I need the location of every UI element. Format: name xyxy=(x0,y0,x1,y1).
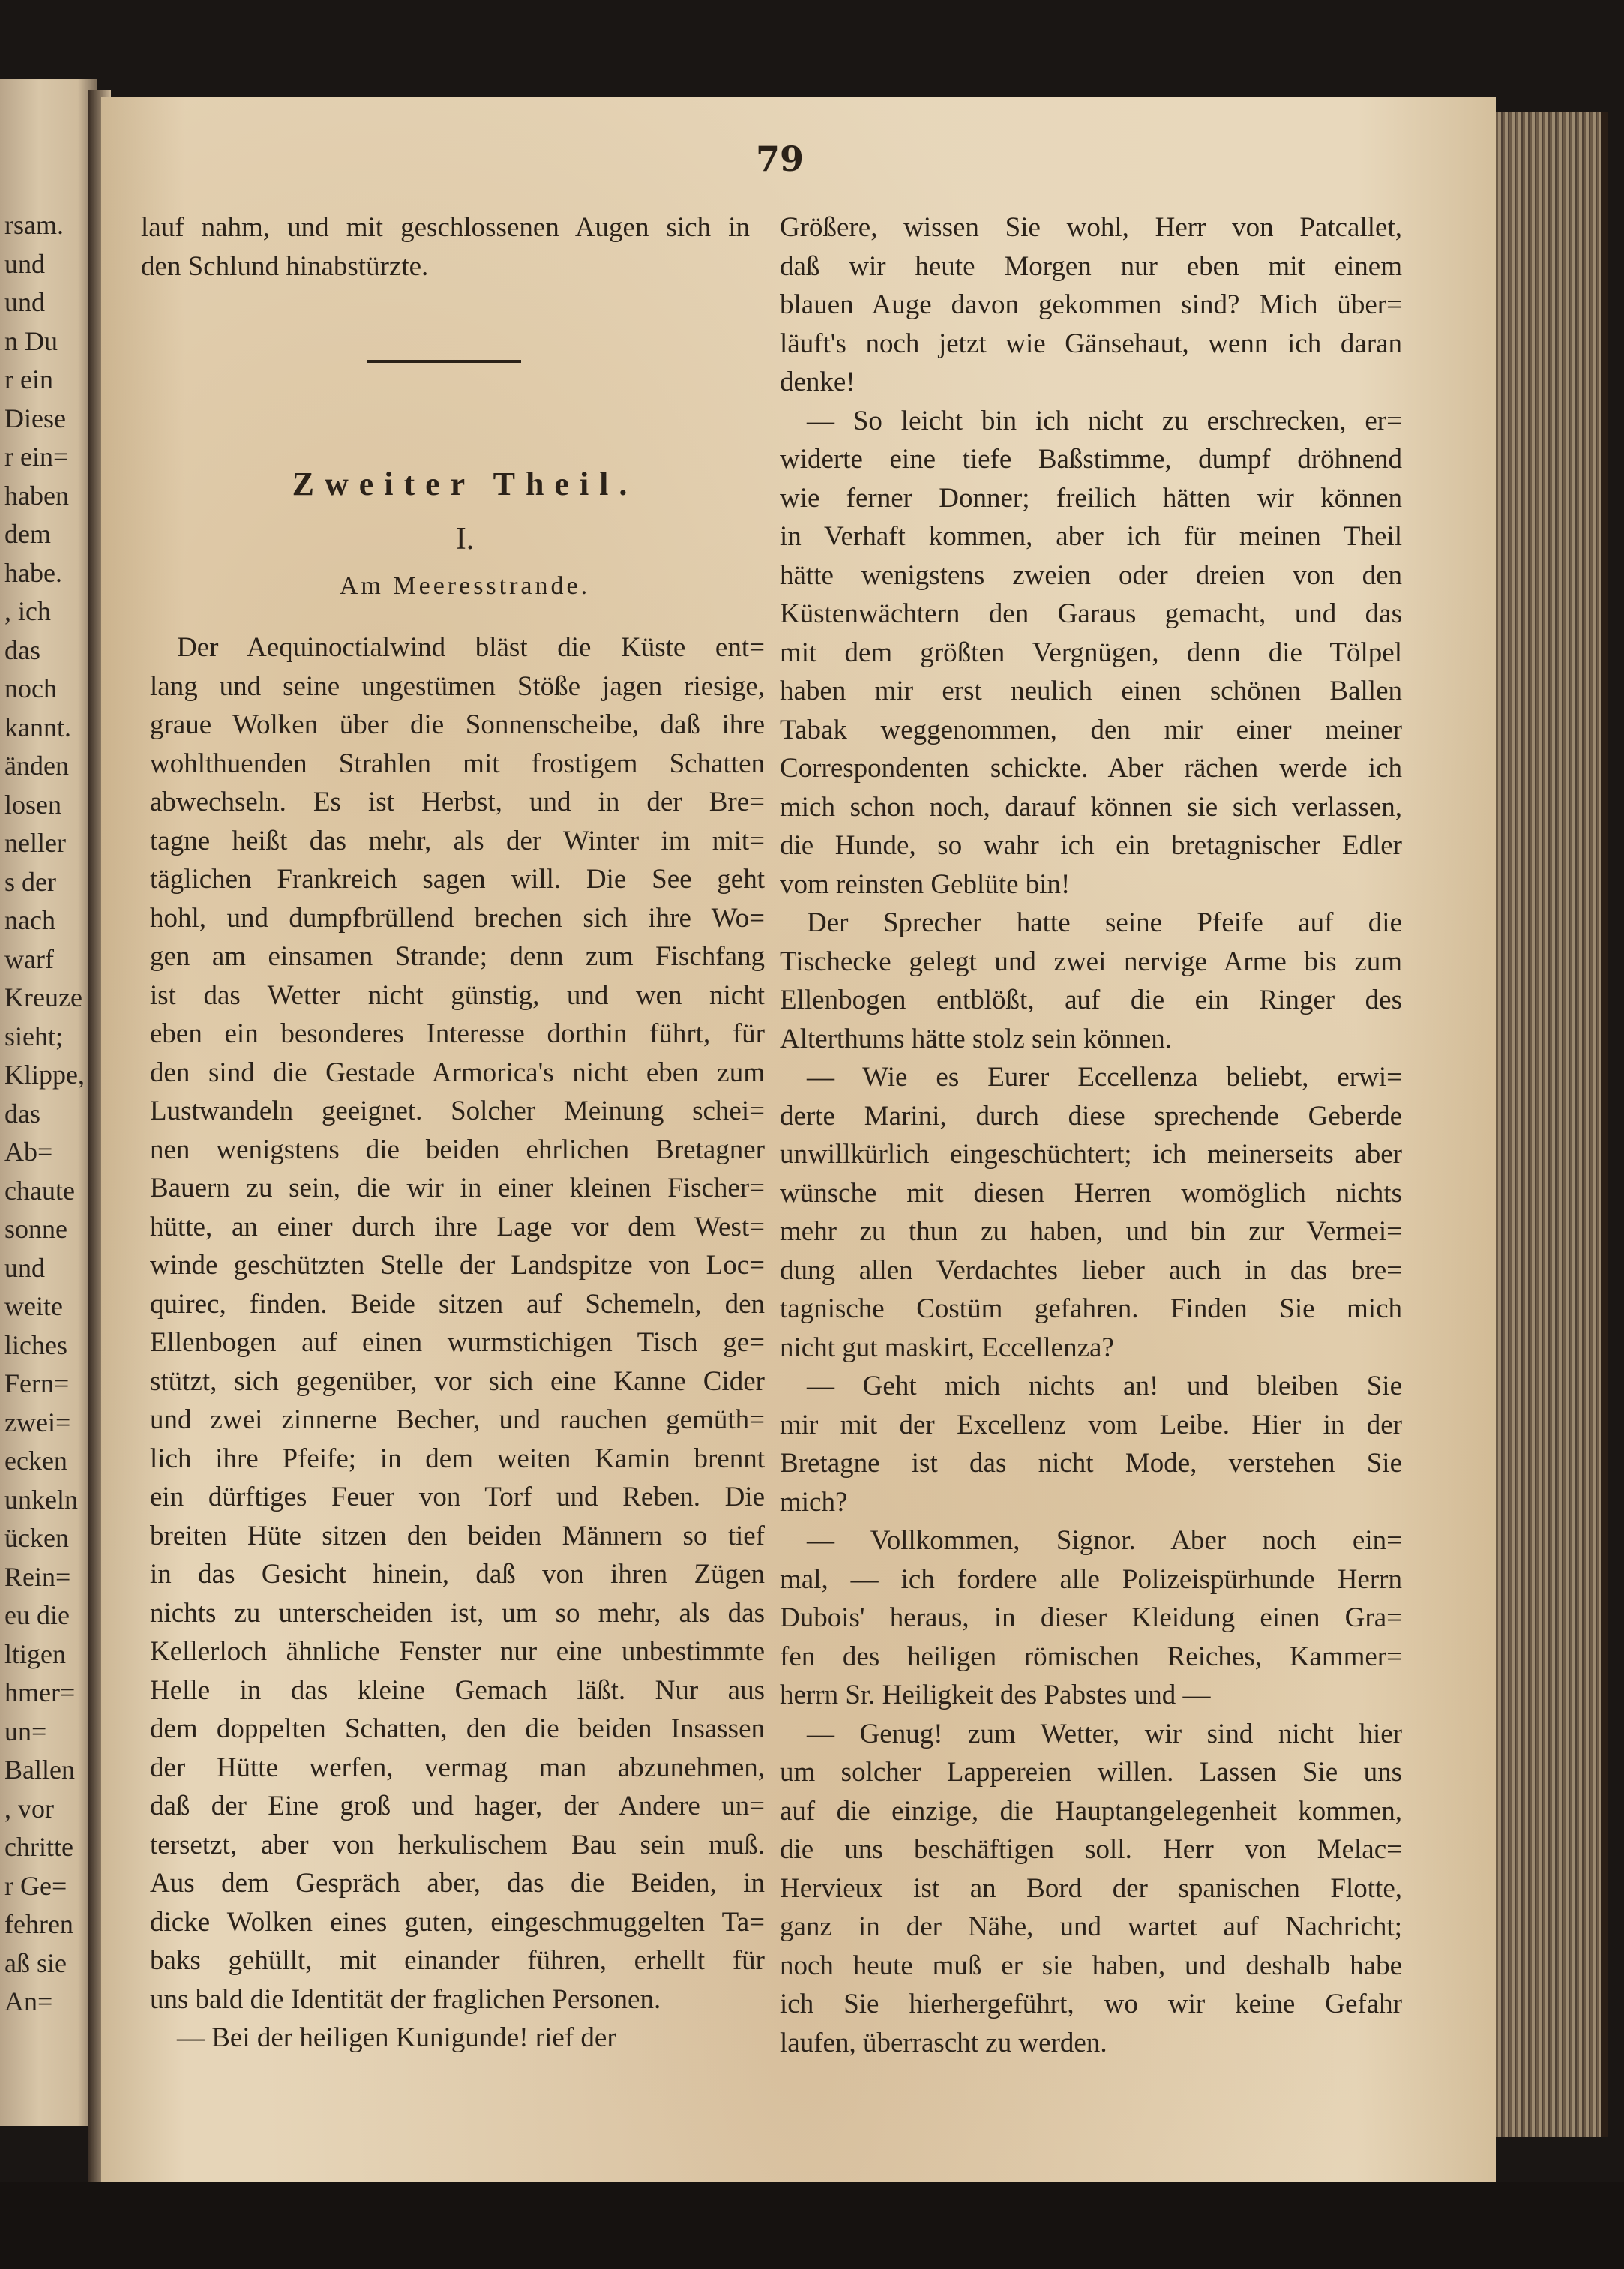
page-edges xyxy=(1496,112,1608,2137)
right-column-body xyxy=(780,208,1402,2062)
text-line: nicht gut maskirt, Eccellenza? xyxy=(780,1332,1114,1363)
text-line: und zwei zinnerne Becher, und rauchen gemüth= xyxy=(150,1404,765,1435)
facing-page-line: ecken xyxy=(4,1446,67,1476)
text-line: Größere, wissen Sie wohl, Herr von Patcallet, xyxy=(780,212,1402,243)
facing-page-line: chaute xyxy=(4,1175,75,1206)
text-line: derte Marini, durch diese sprechende Geberde xyxy=(780,1100,1402,1132)
text-line: stützt, sich gegenüber, vor sich eine Kanne Cider xyxy=(150,1365,765,1397)
facing-page-line: rsam. xyxy=(4,210,64,240)
text-line: Der Aequinoctialwind bläst die Küste ent= xyxy=(177,632,765,663)
facing-page-line: und xyxy=(4,248,45,279)
text-line: der Hütte werfen, vermag man abzunehmen, xyxy=(150,1752,765,1783)
text-line: Correspondenten schickte. Aber rächen werde ich xyxy=(780,753,1402,784)
facing-page-line: Rein= xyxy=(4,1561,71,1592)
facing-page-line: liches xyxy=(4,1329,67,1360)
text-line: Alterthums hätte stolz sein können. xyxy=(780,1023,1173,1054)
text-line: herrn Sr. Heiligkeit des Pabstes und — xyxy=(780,1680,1211,1710)
left-column-body xyxy=(150,628,765,2058)
text-line: uns bald die Identität der fraglichen Personen. xyxy=(150,1983,661,2015)
facing-page-line: sieht; xyxy=(4,1021,63,1051)
text-line: mich schon noch, darauf können sie sich verlassen, xyxy=(780,791,1402,823)
text-line: dicke Wolken eines guten, eingeschmuggelten Ta= xyxy=(150,1906,765,1938)
facing-page-line: habe. xyxy=(4,557,62,588)
facing-page-line: neller xyxy=(4,828,66,858)
facing-page-line: Ab= xyxy=(4,1137,53,1167)
text-line: die Hunde, so wahr ich ein bretagnischer Edler xyxy=(780,830,1402,861)
facing-page-line: un= xyxy=(4,1716,47,1746)
facing-page-line: Ballen xyxy=(4,1755,75,1785)
section-divider xyxy=(367,360,521,363)
text-line: mal, — ich fordere alle Polizeispürhunde Herrn xyxy=(780,1563,1402,1595)
text-line: in Verhaft kommen, aber ich für meinen Theil xyxy=(780,521,1402,552)
text-line: Aus dem Gespräch aber, das die Beiden, in xyxy=(150,1868,765,1899)
facing-page-line: An= xyxy=(4,1986,53,2016)
text-line: tersetzt, aber von herkulischem Bau sein muß. xyxy=(150,1829,765,1860)
text-line: wünsche mit diesen Herren womöglich nichts xyxy=(780,1177,1402,1209)
text-line: lauf nahm, und mit geschlossenen Augen sich in xyxy=(141,212,750,243)
facing-page-line: hmer= xyxy=(4,1677,76,1707)
text-line: auf die einzige, die Hauptangelegenheit kommen, xyxy=(780,1795,1402,1827)
text-line: Kellerloch ähnliche Fenster nur eine unbestimmte xyxy=(150,1636,765,1667)
text-line: Bauern zu sein, die wir in einer kleinen Fischer= xyxy=(150,1173,765,1203)
text-line: tagne heißt das mehr, als der Winter im mit= xyxy=(150,825,765,856)
text-line: nen wenigstens die beiden ehrlichen Bretagner xyxy=(150,1134,765,1165)
text-line: mich? xyxy=(780,1486,848,1518)
facing-page-line: fehren xyxy=(4,1909,73,1939)
text-line: die uns beschäftigen soll. Herr von Melac= xyxy=(780,1834,1402,1865)
page-number: 79 xyxy=(755,139,804,179)
facing-page-line: sonne xyxy=(4,1214,67,1244)
text-line: Bretagne ist das nicht Mode, verstehen Sie xyxy=(780,1448,1402,1479)
facing-page-line: unkeln xyxy=(4,1484,78,1515)
facing-page-line: Diese xyxy=(4,403,66,433)
text-line: in das Gesicht hinein, daß von ihren Zügen xyxy=(150,1559,765,1590)
facing-page-line: und xyxy=(4,1252,45,1283)
text-line: fen des heiligen römischen Reiches, Kammer= xyxy=(780,1641,1402,1672)
facing-page-line: , vor xyxy=(4,1793,54,1824)
text-line: mit dem größten Vergnügen, denn die Tölpel xyxy=(780,637,1402,668)
text-line: lang und seine ungestümen Stöße jagen riesige, xyxy=(150,670,765,702)
text-line: ganz in der Nähe, und wartet auf Nachricht; xyxy=(780,1911,1402,1942)
text-line: abwechseln. Es ist Herbst, und in der Bre= xyxy=(150,787,765,817)
text-line: lich ihre Pfeife; in dem weiten Kamin brennt xyxy=(150,1443,765,1474)
text-line: gen am einsamen Strande; denn zum Fischfang xyxy=(150,941,765,972)
facing-page-line: n Du xyxy=(4,325,58,356)
text-line: — Bei der heiligen Kunigunde! rief der xyxy=(177,2022,616,2053)
part-title: Zweiter Theil. xyxy=(292,466,638,502)
text-line: wie ferner Donner; freilich hätten wir können xyxy=(780,482,1402,514)
text-line: — Wie es Eurer Eccellenza beliebt, erwi= xyxy=(807,1062,1402,1093)
text-line: blauen Auge davon gekommen sind? Mich über= xyxy=(780,289,1402,320)
text-line: widerte eine tiefe Baßstimme, dumpf dröhnend xyxy=(780,444,1402,475)
text-line: den sind die Gestade Armorica's nicht eben zum xyxy=(150,1057,765,1088)
text-line: quirec, finden. Beide sitzen auf Schemeln, den xyxy=(150,1288,765,1320)
background-bottom xyxy=(0,2182,1624,2269)
text-line: hohl, und dumpfbrüllend brechen sich ihre Wo= xyxy=(150,902,765,934)
text-line: daß der Eine groß und hager, der Andere un= xyxy=(150,1791,765,1821)
text-line: ich Sie hierhergeführt, wo wir keine Gefahr xyxy=(780,1989,1402,2019)
text-line: — Genug! zum Wetter, wir sind nicht hier xyxy=(807,1718,1402,1749)
facing-page-line: weite xyxy=(4,1291,63,1321)
facing-page-line: haben xyxy=(4,480,69,511)
text-line: — So leicht bin ich nicht zu erschrecken, er= xyxy=(807,405,1402,436)
text-line: Dubois' heraus, in dieser Kleidung einen Gra= xyxy=(780,1602,1402,1633)
facing-page-line: kannt. xyxy=(4,712,71,742)
text-line: hütte, an einer durch ihre Lage vor dem West= xyxy=(150,1211,765,1242)
left-column-intro xyxy=(141,208,750,286)
text-line: dung allen Verdachtes lieber auch in das bre= xyxy=(780,1254,1402,1286)
facing-page-line: noch xyxy=(4,673,57,703)
text-line: Tabak weggenommen, den mir einer meiner xyxy=(780,714,1402,745)
text-line: denke! xyxy=(780,367,855,397)
facing-page-line: chritte xyxy=(4,1832,73,1862)
text-line: den Schlund hinabstürzte. xyxy=(141,250,429,282)
facing-page-line: ltigen xyxy=(4,1638,66,1669)
text-line: laufen, überrascht zu werden. xyxy=(780,2027,1107,2058)
facing-page-line: das xyxy=(4,634,40,665)
text-line: daß wir heute Morgen nur eben mit einem xyxy=(780,250,1402,282)
facing-page-line: r ein= xyxy=(4,442,69,472)
text-line: nichts zu unterscheiden ist, um so mehr, als das xyxy=(150,1597,765,1629)
text-line: breiten Hüte sitzen den beiden Männern so tief xyxy=(150,1520,765,1551)
facing-page-line: eu die xyxy=(4,1600,70,1630)
facing-page-line: r Ge= xyxy=(4,1870,67,1901)
facing-page-line: ücken xyxy=(4,1523,69,1553)
facing-page-line: Fern= xyxy=(4,1368,70,1398)
text-line: Lustwandeln geeignet. Solcher Meinung schei= xyxy=(150,1096,765,1126)
facing-page-line: losen xyxy=(4,789,61,820)
text-line: dem doppelten Schatten, den die beiden Insassen xyxy=(150,1713,765,1744)
facing-page-line: und xyxy=(4,287,45,317)
facing-page-line: s der xyxy=(4,866,56,897)
facing-page-line: aß sie xyxy=(4,1947,67,1978)
text-line: tagnische Costüm gefahren. Finden Sie mich xyxy=(780,1293,1402,1324)
facing-page-line: Kreuze xyxy=(4,982,82,1012)
text-line: Hervieux ist an Bord der spanischen Flotte, xyxy=(780,1872,1402,1904)
text-line: mir mit der Excellenz vom Leibe. Hier in der xyxy=(780,1409,1402,1440)
text-line: ist das Wetter nicht günstig, und wen nicht xyxy=(150,979,765,1011)
text-line: hätte wenigstens zweien oder dreien von den xyxy=(780,559,1402,591)
facing-page-line: warf xyxy=(4,943,54,974)
facing-page-line: , ich xyxy=(4,596,51,626)
facing-page-line: Klippe, xyxy=(4,1060,85,1090)
text-line: winde geschützten Stelle der Landspitze von Loc= xyxy=(150,1250,765,1281)
text-line: baks gehüllt, mit einander führen, erhellt für xyxy=(150,1945,765,1976)
facing-page-line: dem xyxy=(4,519,51,549)
facing-page-fragment xyxy=(0,79,97,2126)
text-line: graue Wolken über die Sonnenscheibe, daß ihre xyxy=(150,709,765,740)
facing-page-line: änden xyxy=(4,751,69,781)
text-line: um solcher Lappereien willen. Lassen Sie uns xyxy=(780,1757,1402,1788)
text-line: eben ein besonderes Interesse dorthin führt, für xyxy=(150,1018,765,1049)
text-line: wohlthuenden Strahlen mit frostigem Schatten xyxy=(150,748,765,779)
text-line: Ellenbogen auf einen wurmstichigen Tisch ge= xyxy=(150,1327,765,1358)
chapter-number: I. xyxy=(455,522,475,556)
text-line: noch heute muß er sie haben, und deshalb habe xyxy=(780,1950,1402,1981)
text-line: — Geht mich nichts an! und bleiben Sie xyxy=(807,1371,1402,1401)
text-line: täglichen Frankreich sagen will. Die See geht xyxy=(150,864,765,895)
chapter-title: Am Meeresstrande. xyxy=(339,572,591,600)
text-line: vom reinsten Geblüte bin! xyxy=(780,868,1071,900)
text-line: Der Sprecher hatte seine Pfeife auf die xyxy=(807,907,1402,938)
text-line: Ellenbogen entblößt, auf die ein Ringer des xyxy=(780,985,1402,1015)
text-line: haben mir erst neulich einen schönen Ballen xyxy=(780,676,1402,706)
facing-page-line: das xyxy=(4,1098,40,1129)
text-line: mehr zu thun zu haben, und bin zur Vermei= xyxy=(780,1216,1402,1247)
facing-page-line: nach xyxy=(4,905,55,935)
text-line: Tischecke gelegt und zwei nervige Arme bis zum xyxy=(780,946,1402,977)
text-line: Küstenwächtern den Garaus gemacht, und das xyxy=(780,598,1402,629)
text-line: unwillkürlich eingeschüchtert; ich meinerseits aber xyxy=(780,1139,1402,1170)
facing-page-line: r ein xyxy=(4,364,53,394)
facing-page-line: zwei= xyxy=(4,1407,71,1437)
text-line: läuft's noch jetzt wie Gänsehaut, wenn ich daran xyxy=(780,328,1402,359)
text-line: ein dürftiges Feuer von Torf und Reben. Die xyxy=(150,1482,765,1512)
text-line: — Vollkommen, Signor. Aber noch ein= xyxy=(807,1525,1402,1556)
text-line: Helle in das kleine Gemach läßt. Nur aus xyxy=(150,1674,765,1706)
